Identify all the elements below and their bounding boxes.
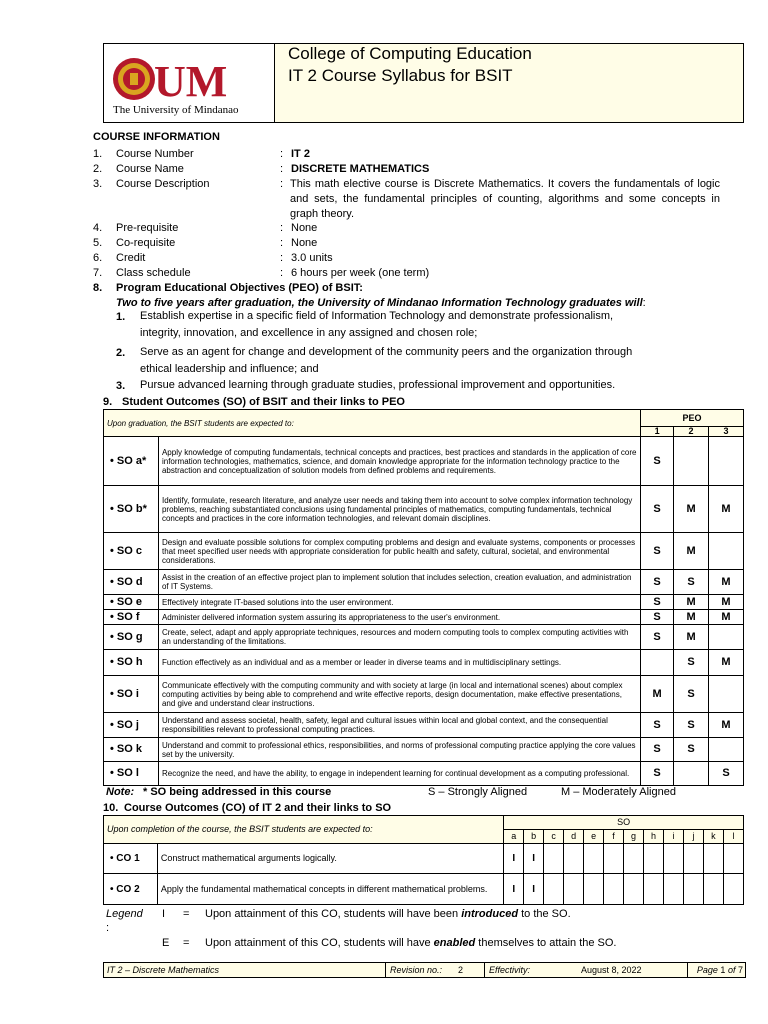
so-h-peo2: S [674,650,709,676]
so-j-peo1: S [641,713,674,738]
so-col-h: h [644,830,664,844]
so-c-peo2: M [674,533,709,570]
note-label: Note: [106,786,135,798]
co2-so-c [544,874,564,905]
so-label-k: • SO k [104,738,159,762]
ci-num-7: 7. [93,267,103,279]
so-e-peo2: M [674,595,709,610]
ci-num-3: 3. [93,178,103,190]
college-title: College of Computing Education [288,44,532,63]
co1-so-h [644,844,664,874]
legend-e-eq: = [183,937,190,949]
so-f-peo3: M [709,610,744,625]
ci-label-1: Course Number [116,148,194,160]
so-g-peo2: M [674,625,709,650]
co2-so-l [723,874,743,905]
so-section-num: 9. [103,396,113,408]
so-col-header: SO [504,816,744,830]
co2-so-j [683,874,703,905]
course-number-value: IT 2 [291,148,310,160]
course-description-value: This math elective course is Discrete Mathematics. It covers the fundamentals of logic and sets, the fundamental principles of counting, algorithms and some concepts in graph theory. [290,178,720,220]
so-desc-d: Assist in the creation of an effective project plan to implement solution that includes selection, creation evaluation, and administration of IT Systems. [158,570,640,595]
so-e-peo1: S [641,595,674,610]
peo-item-1 [140,308,700,342]
so-label-g: • SO g [104,625,159,650]
ci-label-4: Pre-requisite [116,222,179,234]
co1-so-f [604,844,624,874]
so-c-peo1: S [641,533,674,570]
so-desc-i: Communicate effectively with the computing community and with society at large (in local and international scenes) about complex computing activities by being able to comprehend and write effective reports, design documentation, make effective presentations, and give and understand clear instructions. [158,676,640,713]
so-desc-h: Function effectively as an individual and as a member or leader in diverse teams and in multidisciplinary settings. [158,650,640,676]
table-row [104,437,744,486]
so-l-peo3: S [709,762,744,786]
so-desc-l: Recognize the need, and have the ability, to engage in independent learning for continual development as a computing professional. [158,762,640,786]
co1-so-l [723,844,743,874]
so-k-peo2: S [674,738,709,762]
so-label-l: • SO l [104,762,159,786]
co2-so-d [564,874,584,905]
legend-i-text: Upon attainment of this CO, students will have been introduced to the SO. [205,908,571,920]
so-j-peo3: M [709,713,744,738]
peo-item-num-3: 3. [116,380,126,392]
so-col-e: e [584,830,604,844]
footer-effectivity: Effectivity: August 8, 2022 [485,963,688,977]
legend-e-text: Upon attainment of this CO, students will have enabled themselves to attain the SO. [205,937,617,949]
so-label-e: • SO e [104,595,159,610]
credit-value: 3.0 units [291,252,333,264]
peo-item-2-line1: Serve as an agent for change and development of the community peers and the organization through [140,346,633,358]
so-l-peo2 [674,762,709,786]
co1-so-a: I [504,844,524,874]
syllabus-title: IT 2 Course Syllabus for BSIT [288,66,513,85]
co1-so-b: I [524,844,544,874]
so-col-b: b [524,830,544,844]
so-b-peo3: M [709,486,744,533]
so-e-peo3: M [709,595,744,610]
footer-course: IT 2 – Discrete Mathematics [104,963,386,977]
ci-num-2: 2. [93,163,103,175]
co-table-intro: Upon completion of the course, the BSIT students are expected to: [104,816,504,844]
so-label-c: • SO c [104,533,159,570]
so-g-peo3 [709,625,744,650]
table-row [104,650,744,676]
so-col-f: f [604,830,624,844]
table-row [104,844,744,874]
so-section-heading: Student Outcomes (SO) of BSIT and their links to PEO [122,396,405,408]
class-schedule-value: 6 hours per week (one term) [291,267,430,279]
university-logo [104,44,275,122]
peo-intro-colon: : [642,297,646,309]
ci-colon-1: : [280,148,284,160]
prerequisite-value: None [291,222,318,234]
table-row [104,533,744,570]
co2-so-i [663,874,683,905]
ci-colon-2: : [280,163,284,175]
co2-so-f [604,874,624,905]
co1-so-j [683,844,703,874]
so-i-peo2: S [674,676,709,713]
ci-label-6: Credit [116,252,146,264]
table-row [104,625,744,650]
ci-num-4: 4. [93,222,103,234]
peo-item-2-line2: ethical leadership and influence; and [140,363,319,375]
co2-so-g [624,874,644,905]
ci-colon-3: : [280,178,284,190]
so-k-peo1: S [641,738,674,762]
so-col-l: l [723,830,743,844]
so-c-peo3 [709,533,744,570]
co1-so-d [564,844,584,874]
legend-label: Legend [106,908,143,920]
peo-col-2: 2 [674,427,709,437]
note-moderate: M – Moderately Aligned [561,786,676,798]
table-row [104,486,744,533]
ci-label-2: Course Name [116,163,184,175]
co2-so-k [703,874,723,905]
so-d-peo3: M [709,570,744,595]
so-h-peo3: M [709,650,744,676]
so-desc-c: Design and evaluate possible solutions for complex computing problems and design and evaluate systems, components or processes that meet specified user needs with appropriate consideration for public health and safety, cultural, societal, and environmental considerations. [158,533,640,570]
peo-heading: Program Educational Objectives (PEO) of BSIT: [116,282,363,294]
so-desc-b: Identify, formulate, research literature, and analyze user needs and taking them into account to solve complex information technology problems, reaching substantiated conclusions using fundamental principles of mathematics, computing fundamentals, technical concepts and practices in the core information technologies, and relevant domain disciplines. [158,486,640,533]
page-footer [103,962,746,978]
note-star-text: * SO being addressed in this course [143,786,332,798]
so-d-peo1: S [641,570,674,595]
so-desc-j: Understand and assess societal, health, safety, legal and cultural issues within local and global context, and the consequential responsibilities relevant to professional computing practices. [158,713,640,738]
so-i-peo1: M [641,676,674,713]
so-col-c: c [544,830,564,844]
table-row [104,676,744,713]
so-desc-k: Understand and commit to professional ethics, responsibilities, and norms of professional computing practice applying the core values set by the university. [158,738,640,762]
peo-item-3-line1: Pursue advanced learning through graduate studies, professional improvement and opportunities. [140,379,616,391]
so-a-peo2 [674,437,709,486]
co2-so-b: I [524,874,544,905]
so-label-a: • SO a* [104,437,159,486]
so-g-peo1: S [641,625,674,650]
table-row [104,595,744,610]
so-peo-table [103,409,744,786]
corequisite-value: None [291,237,318,249]
so-col-j: j [683,830,703,844]
note-strong: S – Strongly Aligned [428,786,528,798]
co1-so-i [663,844,683,874]
so-label-b: • SO b* [104,486,159,533]
ci-label-3: Course Description [116,178,210,190]
ci-colon-6: : [280,252,284,264]
ci-num-6: 6. [93,252,103,264]
so-col-g: g [624,830,644,844]
so-col-d: d [564,830,584,844]
so-j-peo2: S [674,713,709,738]
co2-so-h [644,874,664,905]
co-section-num: 10. [103,802,119,814]
so-f-peo2: M [674,610,709,625]
so-label-i: • SO i [104,676,159,713]
course-info-heading: COURSE INFORMATION [93,131,220,143]
so-h-peo1 [641,650,674,676]
co-section-heading: Course Outcomes (CO) of IT 2 and their links to SO [124,802,392,814]
logo-um-text: UM [154,57,228,106]
ci-num-1: 1. [93,148,103,160]
peo-col-header: PEO [641,410,744,427]
so-d-peo2: S [674,570,709,595]
so-col-a: a [504,830,524,844]
so-table-intro: Upon graduation, the BSIT students are expected to: [104,410,641,437]
co2-so-e [584,874,604,905]
co2-so-a: I [504,874,524,905]
so-k-peo3 [709,738,744,762]
peo-item-3 [140,377,700,394]
peo-item-2 [140,344,700,378]
so-label-d: • SO d [104,570,159,595]
legend-e-key: E [162,937,170,949]
so-label-h: • SO h [104,650,159,676]
legend-i-key: I [162,908,166,920]
so-l-peo1: S [641,762,674,786]
table-row [104,874,744,905]
co-so-table [103,815,744,905]
so-desc-e: Effectively integrate IT-based solutions into the user environment. [158,595,640,610]
so-i-peo3 [709,676,744,713]
co-desc-2: Apply the fundamental mathematical concepts in different mathematical problems. [157,874,503,905]
peo-item-num-2: 2. [116,347,126,359]
co-label-2: • CO 2 [104,874,158,905]
ci-colon-5: : [280,237,284,249]
so-b-peo1: S [641,486,674,533]
co-desc-1: Construct mathematical arguments logically. [157,844,503,874]
so-desc-f: Administer delivered information system assuring its appropriateness to the user's environment. [158,610,640,625]
logo-subtitle: The University of Mindanao [113,104,239,116]
so-col-k: k [703,830,723,844]
legend-i-eq: = [183,908,190,920]
table-row [104,762,744,786]
co1-so-e [584,844,604,874]
footer-page: Page 1 of 7 [696,965,743,975]
so-a-peo3 [709,437,744,486]
peo-col-1: 1 [641,427,674,437]
peo-item-1-line1: Establish expertise in a specific field of Information Technology and demonstrate professionalism, [140,310,614,322]
so-desc-a: Apply knowledge of computing fundamentals, technical concepts and practices, best practices and standards in the application of core information technologies, mathematics, science, and domain knowledge appropriate for the information technology practice to the abstraction and conceptualization of solution models from defined problems and requirements. [158,437,640,486]
table-row [104,610,744,625]
co1-so-g [624,844,644,874]
ci-colon-7: : [280,267,284,279]
so-b-peo2: M [674,486,709,533]
so-desc-g: Create, select, adapt and apply appropriate techniques, resources and modern computing tools to complex computing activities with an understanding of the limitations. [158,625,640,650]
table-row [104,570,744,595]
so-col-i: i [663,830,683,844]
ci-colon-4: : [280,222,284,234]
co-label-1: • CO 1 [104,844,158,874]
peo-item-1-line2: integrity, innovation, and excellence in any assigned and chosen role; [140,327,478,339]
legend-colon: : [106,922,110,934]
footer-revision: Revision no.: 2 [386,963,485,977]
so-f-peo1: S [641,610,674,625]
course-name-value: DISCRETE MATHEMATICS [291,163,430,175]
so-label-j: • SO j [104,713,159,738]
peo-num: 8. [93,282,103,294]
table-row [104,738,744,762]
ci-num-5: 5. [93,237,103,249]
co1-so-k [703,844,723,874]
table-row [104,713,744,738]
ci-label-5: Co-requisite [116,237,176,249]
so-label-f: • SO f [104,610,159,625]
peo-col-3: 3 [709,427,744,437]
so-a-peo1: S [641,437,674,486]
co1-so-c [544,844,564,874]
peo-item-num-1: 1. [116,311,126,323]
ci-label-7: Class schedule [116,267,191,279]
peo-intro-text: Two to five years after graduation, the University of Mindanao Information Technology graduates will [116,297,643,309]
